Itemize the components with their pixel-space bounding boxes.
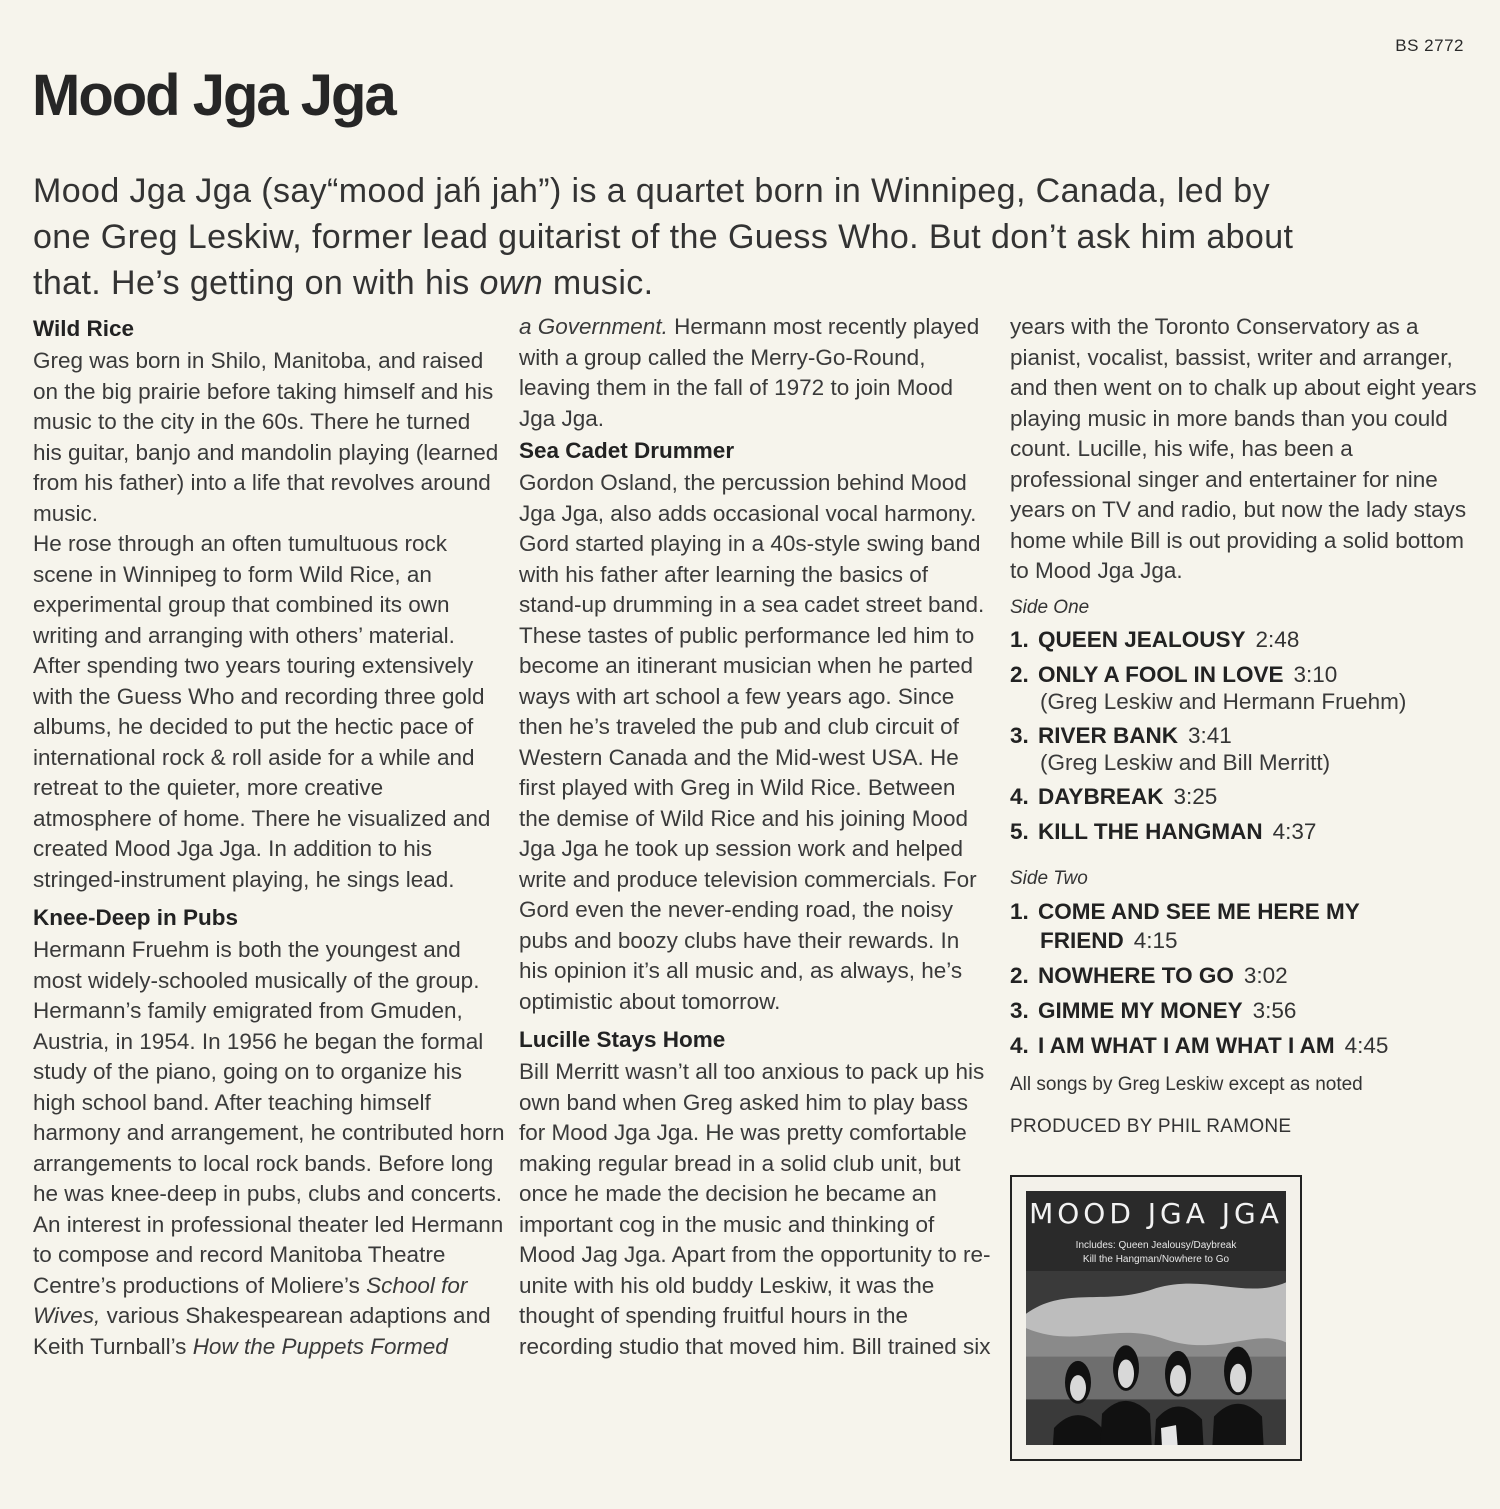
- column-1: [33, 312, 505, 1362]
- track-duration: 3:02: [1243, 962, 1288, 988]
- side-two-tracklist: [1010, 897, 1480, 1060]
- track-item: [1010, 897, 1480, 955]
- side-one-tracklist: [1010, 625, 1480, 846]
- album-cover-image: [1026, 1191, 1286, 1445]
- intro-text-2: music.: [543, 264, 654, 302]
- track-duration: 3:10: [1293, 662, 1338, 687]
- paragraph: [33, 935, 505, 1362]
- track-duration: 3:41: [1188, 723, 1232, 748]
- track-title: ONLY A FOOL IN LOVE: [1038, 662, 1284, 687]
- intro-text-1: Mood Jga Jga (say“mood jah́ jah”) is a quartet born in Winnipeg, Canada, led by one Greg Leskiw, former lead guitarist of the Guess Who. But don’t ask him about that. He’s getting on with his: [33, 172, 1294, 302]
- cover-includes-line: Kill the Hangman/Nowhere to Go: [1082, 1254, 1230, 1265]
- heading-lucille-stays-home: Lucille Stays Home: [519, 1027, 726, 1052]
- track-number: 1.: [1010, 627, 1029, 652]
- intro-emphasis: own: [479, 264, 544, 302]
- producer-credit: PRODUCED BY PHIL RAMONE: [1010, 1116, 1292, 1137]
- heading-wild-rice: Wild Rice: [33, 316, 135, 341]
- intro-paragraph: [33, 168, 1323, 306]
- track-title-continued: [1010, 926, 1480, 955]
- track-duration: 4:45: [1344, 1032, 1389, 1058]
- album-cover-thumbnail: [1010, 1175, 1302, 1461]
- paragraph: He rose through an often tumultuous rock scene in Winnipeg to form Wild Rice, an experimental group that combined its own writing and arranging with others’ material. After spending two years touring extensively with the Guess Who and recording three gold albums, he decided to put the hectic pace of international rock & roll aside for a while and retreat to the quieter, more creative atmosphere of home. There he visualized and created Mood Jga Jga. In addition to his stringed-instrument playing, he sings lead.: [33, 531, 491, 892]
- track-title: GIMME MY MONEY: [1038, 997, 1243, 1023]
- track-item: [1010, 1031, 1480, 1060]
- paragraph: Greg was born in Shilo, Manitoba, and raised on the big prairie before taking himself and his music to the city in the 60s. There he turned his guitar, banjo and mandolin playing (learned from his father) into a life that revolves around music.: [33, 348, 499, 526]
- track-title: QUEEN JEALOUSY: [1038, 627, 1246, 652]
- album-title: Mood Jga Jga: [32, 63, 395, 128]
- heading-knee-deep-in-pubs: Knee-Deep in Pubs: [33, 905, 239, 930]
- side-two-label: Side Two: [1010, 868, 1088, 889]
- track-number: 3.: [1010, 997, 1029, 1023]
- paragraph: years with the Toronto Conservatory as a pianist, vocalist, bassist, writer and arranger, and then went on to chalk up about eight years playing music in more bands than you could count. Lucille, his wife, has been a professional singer and entertainer for nine years on TV and radio, but now the lady stays home while Bill is out providing a solid bottom to Mood Jga Jga.: [1010, 314, 1477, 583]
- text: various Shakespearean adaptions and Keith Turnball’s: [33, 1303, 491, 1359]
- track-credit: (Greg Leskiw and Hermann Fruehm): [1040, 689, 1407, 714]
- track-number: 1.: [1010, 898, 1029, 924]
- track-item: [1010, 660, 1480, 715]
- band-photo: [1026, 1271, 1286, 1445]
- track-title: RIVER BANK: [1038, 723, 1179, 748]
- paragraph: Gordon Osland, the percussion behind Mood Jga Jga, also adds occasional vocal harmony. Gord started playing in a 40s-style swing band with his father after learning the basics of stand-up drumming in a sea cadet street band. These tastes of public performance led him to become an itinerant musician when he parted ways with art school a few years ago. Since then he’s traveled the pub and club circuit of Western Canada and the Mid-west USA. He first played with Greg in Wild Rice. Between the demise of Wild Rice and his joining Mood Jga Jga he took up session work and helped write and produce television commercials. For Gord even the never-ending road, the noisy pubs and boozy clubs have their rewards. In his opinion it’s all music and, as always, he’s optimistic about tomorrow.: [519, 470, 985, 1014]
- cover-includes: [1026, 1239, 1286, 1267]
- italic-title: How the Puppets Formed: [192, 1333, 448, 1359]
- track-item: [1010, 625, 1480, 654]
- track-number: 4.: [1010, 1032, 1029, 1058]
- track-credit: (Greg Leskiw and Bill Merritt): [1040, 750, 1331, 775]
- track-duration: 3:56: [1252, 997, 1297, 1023]
- track-item: [1010, 996, 1480, 1025]
- track-duration: 4:15: [1133, 927, 1178, 953]
- paragraph: Bill Merritt wasn’t all too anxious to pack up his own band when Greg asked him to play bass for Mood Jga Jga. He was pretty comfortable making regular bread in a solid club unit, but once he made the decision he became an important cog in the music and thinking of Mood Jag Jga. Apart from the opportunity to re-unite with his old buddy Leskiw, it was the thought of spending fruitful hours in the recording studio that moved him. Bill trained six: [519, 1059, 991, 1359]
- track-title: COME AND SEE ME HERE MY: [1038, 898, 1360, 924]
- track-item: [1010, 782, 1480, 811]
- track-title: KILL THE HANGMAN: [1038, 819, 1263, 844]
- heading-sea-cadet-drummer: Sea Cadet Drummer: [519, 438, 735, 463]
- column-2: [519, 312, 991, 1362]
- italic-title: a Government.: [519, 314, 668, 339]
- cover-includes-line: Includes: Queen Jealousy/Daybreak: [1075, 1240, 1237, 1251]
- text: Hermann most recently played with a group called the Merry-Go-Round, leaving them in the fall of 1972 to join Mood Jga Jga.: [519, 314, 980, 431]
- cover-title: MOOD JGA JGA: [1029, 1197, 1283, 1230]
- text: Hermann Fruehm is both the youngest and most widely-schooled musically of the group. Hermann’s family emigrated from Gmuden, Austria, in 1954. In 1956 he began the formal study of the piano, going on to organize his high school band. After teaching himself harmony and arrangement, he contributed horn arrangements to local rock bands. Before long he was knee-deep in pubs, clubs and concerts. An interest in professional theater led Hermann to compose and record Manitoba Theatre Centre’s productions of Moliere’s: [33, 937, 505, 1298]
- track-number: 2.: [1010, 662, 1029, 687]
- column-3: [1010, 312, 1480, 1143]
- catalog-number: BS 2772: [1395, 36, 1464, 55]
- track-number: 3.: [1010, 723, 1029, 748]
- track-number: 5.: [1010, 819, 1029, 844]
- track-number: 2.: [1010, 962, 1029, 988]
- track-title: NOWHERE TO GO: [1038, 962, 1234, 988]
- track-duration: 4:37: [1272, 819, 1317, 844]
- track-item: [1010, 721, 1480, 776]
- songs-note: All songs by Greg Leskiw except as noted: [1010, 1073, 1363, 1095]
- track-item: [1010, 817, 1480, 846]
- paragraph: [519, 312, 991, 434]
- track-duration: 3:25: [1173, 784, 1218, 809]
- track-title: I AM WHAT I AM WHAT I AM: [1038, 1032, 1335, 1058]
- track-title-continued-text: FRIEND: [1040, 927, 1124, 953]
- track-item: [1010, 961, 1480, 990]
- track-duration: 2:48: [1255, 627, 1300, 652]
- track-number: 4.: [1010, 784, 1029, 809]
- italic-title: School for Wives,: [33, 1272, 468, 1328]
- side-one-label: Side One: [1010, 596, 1090, 618]
- track-title: DAYBREAK: [1038, 784, 1164, 809]
